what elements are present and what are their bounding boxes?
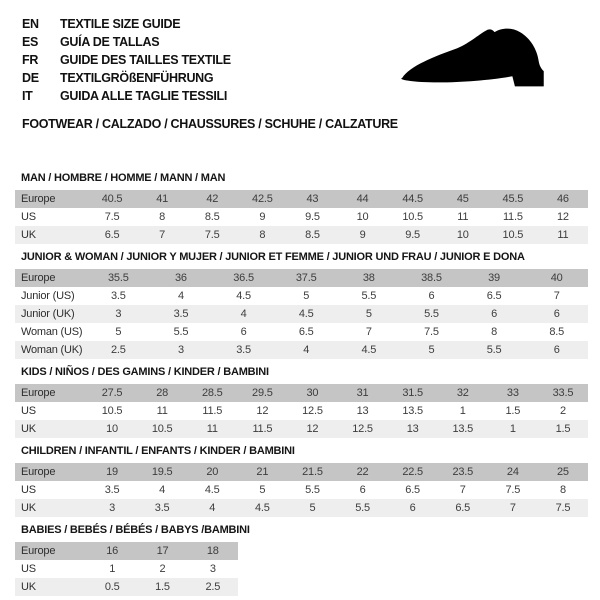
table-row	[15, 463, 588, 481]
size-cell: 13.5	[452, 423, 474, 435]
size-cell: 4.5	[236, 290, 251, 302]
table-row	[15, 323, 588, 341]
header	[0, 0, 600, 105]
table-title: CHILDREN / INFANTIL / ENFANTS / KINDER / BAMBINI	[21, 445, 295, 457]
table-row	[15, 420, 588, 438]
language-code: DE	[22, 71, 39, 85]
size-cell: 6	[409, 502, 416, 514]
row-label: Europe	[21, 466, 56, 478]
table-row	[15, 542, 238, 560]
size-cell: 2.5	[205, 581, 221, 593]
size-cell: 42	[206, 193, 219, 205]
size-cell: 19	[106, 466, 118, 478]
size-cell: 6.5	[405, 484, 420, 496]
size-cell: 4.5	[204, 484, 220, 496]
size-cell: 7.5	[204, 229, 220, 241]
size-cell: 6	[553, 308, 560, 320]
size-cell: 44	[356, 193, 369, 205]
size-cell: 4	[177, 290, 184, 302]
size-cell: 40.5	[101, 193, 123, 205]
size-cell: 12.5	[302, 405, 323, 417]
size-cell: 7	[509, 502, 516, 514]
row-label: US	[21, 405, 36, 417]
size-cell: 11	[457, 211, 469, 223]
size-cell: 6	[491, 308, 498, 320]
size-cell: 46	[557, 193, 569, 205]
category-heading: FOOTWEAR / CALZADO / CHAUSSURES / SCHUHE / CALZATURE	[22, 117, 398, 131]
size-cell: 41	[156, 193, 169, 205]
table-row	[15, 226, 588, 244]
row-label: UK	[21, 502, 36, 514]
size-cell: 7	[365, 326, 372, 338]
size-cell: 18	[206, 545, 219, 557]
size-cell: 12	[256, 405, 269, 417]
size-cell: 5.5	[361, 290, 377, 302]
size-cell: 3.5	[110, 290, 126, 302]
size-table	[15, 269, 588, 359]
size-cell: 8	[559, 484, 566, 496]
size-cell: 10.5	[402, 211, 423, 223]
size-cell: 3	[109, 502, 115, 514]
size-section	[15, 367, 588, 438]
size-cell: 7.5	[424, 326, 439, 338]
size-section	[15, 252, 588, 359]
size-cell: 13	[356, 405, 369, 417]
size-cell: 11	[206, 423, 218, 435]
size-cell: 4.5	[298, 308, 314, 320]
size-cell: 5.5	[486, 344, 502, 356]
table-title: KIDS / NIÑOS / DES GAMINS / KINDER / BAMBINI	[21, 366, 269, 378]
size-cell: 7	[159, 229, 166, 241]
row-label: US	[21, 211, 36, 223]
size-table	[15, 190, 588, 244]
size-cell: 3.5	[154, 502, 170, 514]
size-cell: 10	[356, 211, 369, 223]
size-cell: 3.5	[236, 344, 251, 356]
size-cell: 11	[557, 229, 569, 241]
size-cell: 7	[459, 484, 466, 496]
row-label: Woman (US)	[21, 326, 83, 338]
size-cell: 3	[209, 563, 216, 575]
size-cell: 45	[456, 193, 469, 205]
size-cell: 36.5	[233, 272, 254, 284]
size-cell: 5	[309, 502, 316, 514]
size-cell: 38	[362, 272, 375, 284]
size-cell: 5.5	[305, 484, 320, 496]
size-cell: 30	[306, 387, 319, 399]
size-cell: 35.5	[108, 272, 129, 284]
size-cell: 12.5	[352, 423, 373, 435]
language-code: EN	[22, 17, 39, 31]
language-title: TEXTILE SIZE GUIDE	[60, 17, 181, 31]
row-label: Europe	[21, 545, 56, 557]
size-cell: 10	[456, 229, 469, 241]
row-label: Europe	[21, 272, 56, 284]
size-cell: 24	[506, 466, 519, 478]
table-title: BABIES / BEBÉS / BÉBÉS / BABYS /BAMBINI	[21, 524, 250, 536]
size-cell: 10	[106, 423, 118, 435]
size-cell: 1	[109, 563, 116, 575]
size-table	[15, 463, 588, 517]
language-code: FR	[22, 53, 39, 67]
size-cell: 16	[106, 545, 119, 557]
size-cell: 11.5	[202, 405, 223, 417]
row-label: UK	[21, 581, 36, 593]
size-cell: 22	[356, 466, 369, 478]
table-row	[15, 190, 588, 208]
size-cell: 8.5	[204, 211, 220, 223]
language-title: GUIDA ALLE TAGLIE TESSILI	[60, 89, 228, 103]
language-title: TEXTILGRÖßENFÜHRUNG	[60, 71, 214, 85]
size-cell: 9	[259, 211, 266, 223]
size-cell: 8.5	[305, 229, 320, 241]
size-cell: 28	[156, 387, 169, 399]
size-cell: 33.5	[552, 387, 574, 399]
table-row	[15, 402, 588, 420]
size-cell: 5	[115, 326, 122, 338]
size-cell: 23.5	[452, 466, 474, 478]
size-cell: 28.5	[201, 387, 223, 399]
size-cell: 2	[159, 563, 166, 575]
size-cell: 10.5	[101, 405, 123, 417]
size-cell: 12	[557, 211, 569, 223]
size-cell: 10.5	[502, 229, 524, 241]
size-cell: 4	[303, 344, 310, 356]
size-cell: 45.5	[502, 193, 524, 205]
size-cell: 21.5	[302, 466, 323, 478]
size-section	[15, 173, 588, 244]
size-cell: 13.5	[402, 405, 423, 417]
size-cell: 1	[459, 405, 466, 417]
size-cell: 3	[177, 344, 184, 356]
size-cell: 5.5	[424, 308, 439, 320]
size-section	[15, 446, 588, 517]
table-row	[15, 269, 588, 287]
size-cell: 3.5	[104, 484, 120, 496]
size-cell: 8	[491, 326, 498, 338]
size-cell: 5	[428, 344, 435, 356]
size-cell: 19.5	[151, 466, 173, 478]
table-row	[15, 481, 588, 499]
row-label: UK	[21, 229, 36, 241]
size-cell: 1.5	[155, 581, 170, 593]
size-cell: 5.5	[173, 326, 189, 338]
size-cell: 11.5	[252, 423, 273, 435]
language-title: GUÍA DE TALLAS	[60, 35, 160, 49]
size-cell: 2.5	[110, 344, 126, 356]
size-cell: 20	[206, 466, 219, 478]
size-cell: 40	[550, 272, 563, 284]
size-cell: 8.5	[549, 326, 565, 338]
size-cell: 21	[256, 466, 269, 478]
table-row	[15, 384, 588, 402]
size-cell: 6.5	[298, 326, 314, 338]
table-row	[15, 578, 238, 596]
size-cell: 8	[159, 211, 166, 223]
size-cell: 12	[306, 423, 319, 435]
size-cell: 2	[559, 405, 566, 417]
size-cell: 9	[359, 229, 366, 241]
shoe-icon	[390, 22, 572, 100]
size-cell: 13	[406, 423, 419, 435]
size-cell: 4	[240, 308, 247, 320]
size-tables	[0, 173, 600, 596]
size-cell: 27.5	[101, 387, 123, 399]
size-cell: 1.5	[555, 423, 571, 435]
size-cell: 6.5	[104, 229, 120, 241]
row-label: Europe	[21, 387, 56, 399]
size-cell: 4.5	[361, 344, 377, 356]
size-cell: 5	[365, 308, 372, 320]
size-table	[15, 542, 238, 596]
table-title: JUNIOR & WOMAN / JUNIOR Y MUJER / JUNIOR ET FEMME / JUNIOR UND FRAU / JUNIOR E DONA	[21, 251, 525, 263]
row-label: US	[21, 484, 36, 496]
table-row	[15, 560, 238, 578]
size-cell: 6	[240, 326, 247, 338]
size-cell: 42.5	[252, 193, 273, 205]
row-label: Junior (UK)	[21, 308, 75, 320]
size-cell: 31.5	[402, 387, 423, 399]
size-cell: 6	[553, 344, 560, 356]
size-cell: 6	[359, 484, 366, 496]
size-cell: 22.5	[402, 466, 423, 478]
table-row	[15, 208, 588, 226]
size-cell: 11	[156, 405, 168, 417]
size-cell: 5	[303, 290, 310, 302]
size-cell: 4	[159, 484, 166, 496]
row-label: US	[21, 563, 36, 575]
size-cell: 9.5	[305, 211, 320, 223]
size-cell: 36	[175, 272, 187, 284]
size-cell: 1.5	[505, 405, 521, 417]
size-cell: 6.5	[486, 290, 502, 302]
row-label: Europe	[21, 193, 56, 205]
table-title: MAN / HOMBRE / HOMME / MANN / MAN	[21, 172, 226, 184]
size-cell: 7.5	[555, 502, 571, 514]
language-code: ES	[22, 35, 39, 49]
size-cell: 6.5	[455, 502, 471, 514]
size-cell: 8	[259, 229, 266, 241]
size-cell: 6	[428, 290, 435, 302]
row-label: UK	[21, 423, 36, 435]
size-cell: 31	[356, 387, 369, 399]
size-cell: 3.5	[173, 308, 189, 320]
size-cell: 37.5	[295, 272, 317, 284]
size-cell: 10.5	[151, 423, 173, 435]
size-cell: 44.5	[402, 193, 423, 205]
size-cell: 39	[488, 272, 500, 284]
size-cell: 9.5	[405, 229, 420, 241]
size-section	[15, 525, 588, 596]
size-cell: 5	[259, 484, 266, 496]
language-title: GUIDE DES TAILLES TEXTILE	[60, 53, 231, 67]
table-row	[15, 499, 588, 517]
size-cell: 7.5	[505, 484, 521, 496]
size-cell: 29.5	[252, 387, 273, 399]
row-label: Junior (US)	[21, 290, 75, 302]
size-cell: 4.5	[254, 502, 270, 514]
size-cell: 43	[306, 193, 319, 205]
row-label: Woman (UK)	[21, 344, 83, 356]
size-cell: 5.5	[355, 502, 370, 514]
size-cell: 38.5	[421, 272, 442, 284]
size-table	[15, 384, 588, 438]
table-row	[15, 305, 588, 323]
table-row	[15, 287, 588, 305]
size-cell: 0.5	[104, 581, 120, 593]
size-cell: 32	[456, 387, 469, 399]
size-cell: 7.5	[104, 211, 120, 223]
size-cell: 33	[506, 387, 519, 399]
size-cell: 1	[509, 423, 516, 435]
table-row	[15, 341, 588, 359]
size-cell: 3	[115, 308, 122, 320]
size-cell: 4	[209, 502, 216, 514]
size-cell: 11.5	[502, 211, 523, 223]
size-cell: 25	[557, 466, 569, 478]
size-cell: 17	[156, 545, 169, 557]
size-cell: 7	[553, 290, 560, 302]
language-code: IT	[22, 89, 33, 103]
